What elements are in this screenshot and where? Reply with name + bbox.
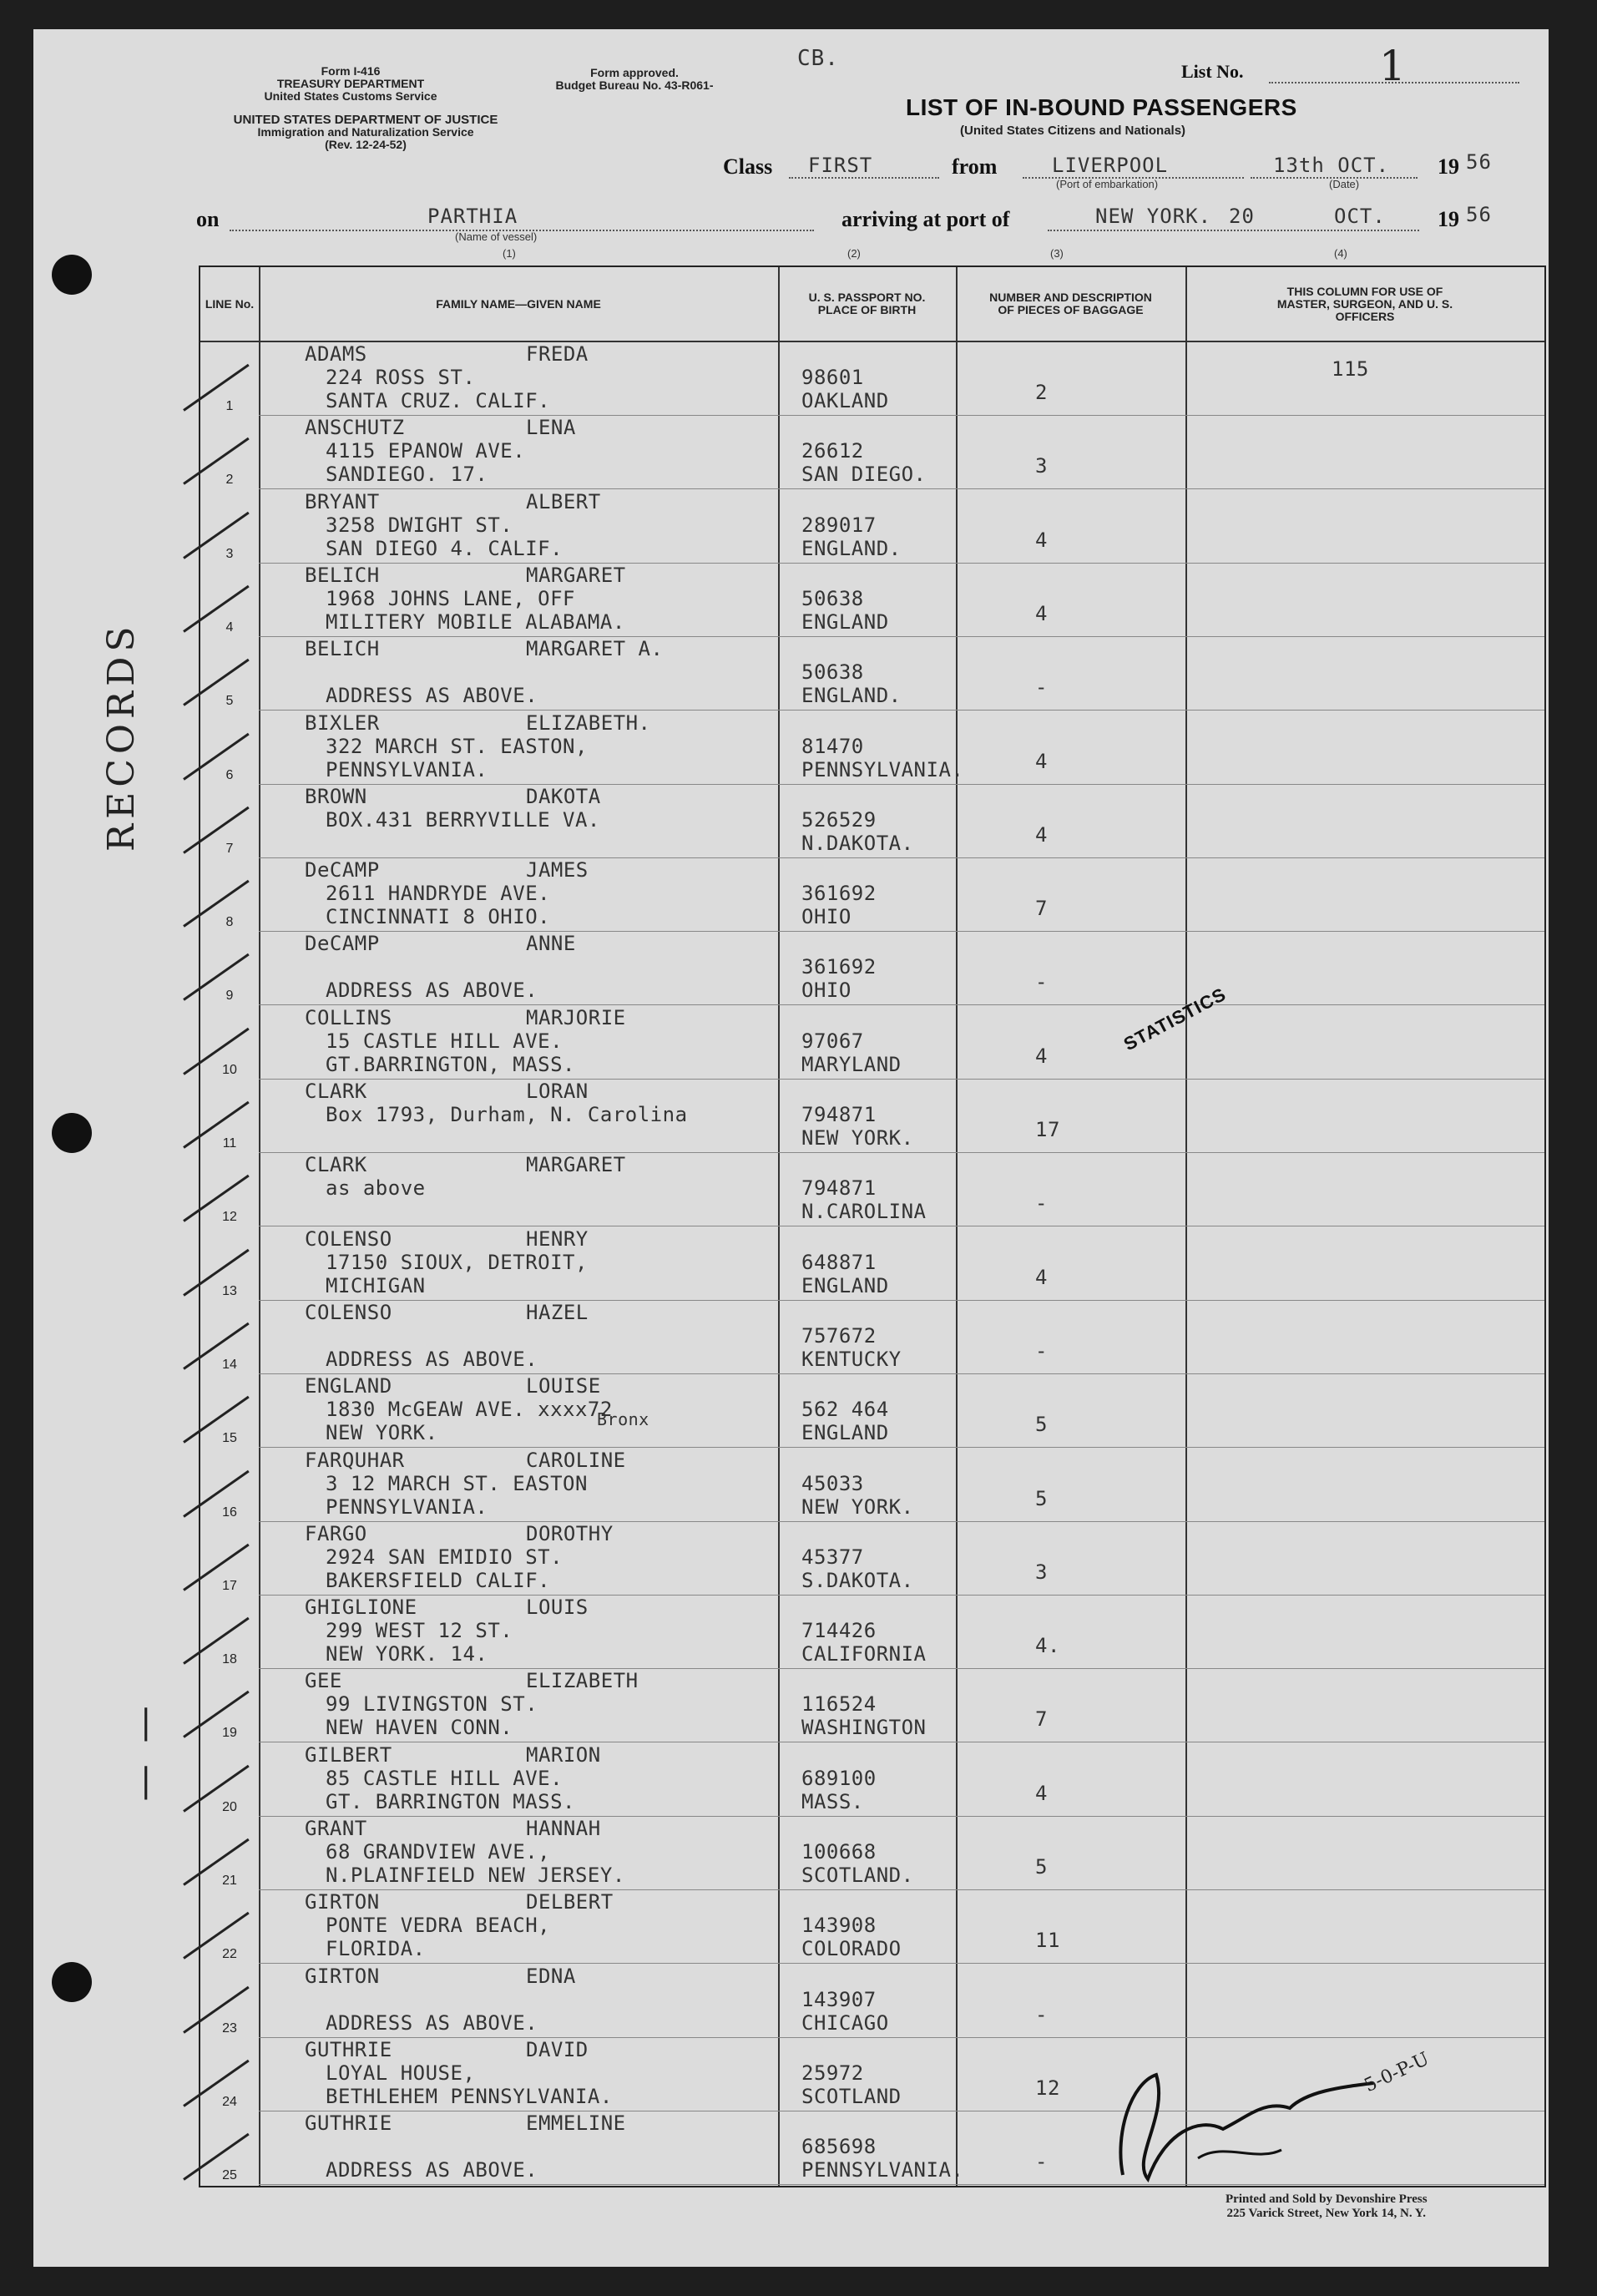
baggage-count: 12: [1035, 2076, 1060, 2100]
line-number: 23: [222, 2020, 237, 2036]
baggage-count: 4: [1035, 1044, 1048, 1068]
line-number: 10: [222, 1062, 237, 1077]
address-line1: 99 LIVINGSTON ST.: [326, 1692, 538, 1717]
table-row: [200, 342, 1544, 416]
col-header-baggage: NUMBER AND DESCRIPTION OF PIECES OF BAGGAGE: [989, 291, 1152, 316]
address-line1: 68 GRANDVIEW AVE.,: [326, 1840, 551, 1864]
baggage-count: 7: [1035, 897, 1048, 921]
address-line1: 3258 DWIGHT ST.: [326, 513, 513, 537]
line-number: 19: [222, 1726, 237, 1741]
statistics-stamp: STATISTICS: [1119, 983, 1230, 1055]
form-number-block: [250, 65, 451, 103]
baggage-count: 5: [1035, 1413, 1048, 1437]
printer-line2: 225 Varick Street, New York 14, N. Y.: [1226, 2207, 1427, 2220]
col2-marker: (2): [847, 247, 861, 260]
given-name: ANNE: [526, 932, 576, 956]
passport-number: 26612: [801, 439, 864, 463]
signature: [1098, 1991, 1432, 2192]
year-prefix: 19: [1438, 154, 1459, 179]
from-label: from: [952, 154, 998, 179]
baggage-count: 4: [1035, 822, 1048, 847]
address-line1: 4115 EPANOW AVE.: [326, 439, 526, 463]
col-header-name: FAMILY NAME—GIVEN NAME: [436, 296, 601, 311]
passport-number: 98601: [801, 366, 864, 389]
approval-text: Form approved.: [590, 66, 679, 79]
given-name: HANNAH: [526, 1817, 601, 1840]
punch-hole: [52, 1113, 92, 1153]
address-line1: 85 CASTLE HILL AVE.: [326, 1766, 563, 1790]
address-line2: NEW YORK.: [326, 1421, 438, 1445]
line-number: 2: [225, 473, 234, 488]
place-of-birth: ENGLAND: [801, 1421, 889, 1445]
passport-number: 116524: [801, 1692, 877, 1717]
baggage-count: 5: [1035, 1486, 1048, 1510]
table-row: [200, 1449, 1544, 1522]
address-line2: BETHLEHEM PENNSYLVANIA.: [326, 2084, 613, 2108]
place-of-birth: CALIFORNIA: [801, 1642, 927, 1666]
passport-number: 81470: [801, 734, 864, 758]
given-name: EMMELINE: [526, 2111, 626, 2136]
address-line1: LOYAL HOUSE,: [326, 2061, 476, 2085]
family-name: ANSCHUTZ: [305, 416, 405, 440]
family-name: BROWN: [305, 784, 367, 808]
vessel-note: (Name of vessel): [455, 230, 538, 243]
port-note: (Port of embarkation): [1056, 178, 1159, 190]
place-of-birth: CHICAGO: [801, 2010, 889, 2035]
table-row: [200, 637, 1544, 711]
place-of-birth: NEW YORK.: [801, 1494, 914, 1519]
customs-service: United States Customs Service: [264, 89, 437, 103]
line-number: 4: [225, 620, 234, 635]
arrival-line: [1048, 230, 1419, 231]
form-approval: [534, 67, 735, 92]
cb-mark: CB.: [797, 46, 839, 71]
line-number: 13: [222, 1283, 237, 1298]
year1: 56: [1466, 150, 1492, 174]
initials-note: 5-0-P-U: [1361, 2048, 1433, 2097]
place-of-birth: MARYLAND: [801, 1052, 902, 1076]
address-line2: ADDRESS AS ABOVE.: [326, 684, 538, 708]
given-name: ELIZABETH.: [526, 711, 651, 735]
passport-number: 50638: [801, 660, 864, 685]
year2: 56: [1466, 203, 1492, 226]
address-line1: 15 CASTLE HILL AVE.: [326, 1029, 563, 1053]
class-label: Class: [723, 154, 773, 179]
family-name: BIXLER: [305, 711, 380, 735]
baggage-count: 4: [1035, 601, 1048, 625]
passport-number: 361692: [801, 882, 877, 906]
line-number: 6: [225, 767, 234, 782]
address-line2: ADDRESS AS ABOVE.: [326, 2010, 538, 2035]
table-row: [200, 932, 1544, 1005]
given-name: MARJORIE: [526, 1005, 626, 1029]
passport-number: 100668: [801, 1840, 877, 1864]
address-line2: ADDRESS AS ABOVE.: [326, 1347, 538, 1371]
col-header-passport: U. S. PASSPORT NO. PLACE OF BIRTH: [808, 291, 926, 316]
table-row: [200, 1374, 1544, 1448]
form-number: Form I-416: [321, 64, 381, 78]
line-number: 16: [222, 1505, 237, 1520]
line-number: 15: [222, 1431, 237, 1446]
family-name: BELICH: [305, 563, 380, 587]
table-row: [200, 711, 1544, 785]
ins-title: Immigration and Naturalization Service: [257, 125, 474, 139]
line-number: 3: [225, 546, 234, 561]
passport-number: 648871: [801, 1250, 877, 1274]
given-name: MARION: [526, 1742, 601, 1767]
family-name: GIRTON: [305, 1890, 380, 1914]
place-of-birth: ENGLAND: [801, 1273, 889, 1297]
address-line1: 1968 JOHNS LANE, OFF: [326, 586, 575, 610]
given-name: MARGARET: [526, 1153, 626, 1177]
baggage-count: 4: [1035, 528, 1048, 552]
place-of-birth: N.CAROLINA: [801, 1200, 927, 1224]
baggage-count: 3: [1035, 454, 1048, 478]
on-label: on: [196, 207, 220, 231]
passport-number: 289017: [801, 513, 877, 537]
place-of-birth: SCOTLAND.: [801, 1864, 914, 1887]
table-row: [200, 490, 1544, 564]
family-name: GRANT: [305, 1817, 367, 1840]
address-line2: NEW HAVEN CONN.: [326, 1716, 513, 1740]
col3-marker: (3): [1050, 247, 1064, 260]
baggage-count: 4: [1035, 749, 1048, 773]
line-number: 20: [222, 1799, 237, 1814]
passport-number: 143907: [801, 1987, 877, 2011]
budget-bureau: Budget Bureau No. 43-R061-: [555, 78, 714, 92]
line-number: 17: [222, 1578, 237, 1593]
place-of-birth: N.DAKOTA.: [801, 831, 914, 855]
list-no-label: List No.: [1181, 61, 1244, 82]
family-name: CLARK: [305, 1153, 367, 1177]
family-name: COLLINS: [305, 1005, 392, 1029]
address-line2: GT. BARRINGTON MASS.: [326, 1789, 575, 1813]
given-name: MARGARET: [526, 563, 626, 587]
passport-number: 794871: [801, 1103, 877, 1126]
place-of-birth: MASS.: [801, 1789, 864, 1813]
family-name: FARGO: [305, 1521, 367, 1545]
line-number: 1: [225, 399, 234, 413]
family-name: CLARK: [305, 1080, 367, 1103]
passport-number: 45377: [801, 1545, 864, 1569]
baggage-count: 4.: [1035, 1634, 1060, 1658]
treasury-dept: TREASURY DEPARTMENT: [276, 77, 425, 90]
passport-number: 794871: [801, 1176, 877, 1201]
family-name: BELICH: [305, 637, 380, 661]
signature-scrawl: [1098, 1991, 1432, 2192]
passport-number: 714426: [801, 1619, 877, 1643]
revision: (Rev. 12-24-52): [325, 138, 407, 151]
line-number: 24: [222, 2094, 237, 2109]
family-name: FARQUHAR: [305, 1448, 405, 1472]
line-number: 8: [225, 915, 234, 930]
baggage-count: 7: [1035, 1707, 1048, 1732]
address-line2: SAN DIEGO 4. CALIF.: [326, 536, 563, 560]
table-row: [200, 1227, 1544, 1301]
class-line: [789, 177, 939, 179]
given-name: FREDA: [526, 342, 589, 366]
address-line2: SANTA CRUZ. CALIF.: [326, 389, 551, 412]
col4-marker: (4): [1334, 247, 1347, 260]
passport-number: 689100: [801, 1766, 877, 1790]
records-handwriting: RECORDS: [100, 621, 143, 852]
address-line1: as above: [326, 1176, 426, 1201]
place-of-birth: KENTUCKY: [801, 1347, 902, 1371]
address-line2: ADDRESS AS ABOVE.: [326, 979, 538, 1003]
printer-credit: [1226, 2192, 1428, 2221]
passport-number: 97067: [801, 1029, 864, 1053]
table-row: [200, 1006, 1544, 1080]
table-row: [200, 416, 1544, 489]
address-line2: GT.BARRINGTON, MASS.: [326, 1052, 575, 1076]
address-line2: CINCINNATI 8 OHIO.: [326, 905, 551, 929]
passport-number: 25972: [801, 2061, 864, 2085]
table-row: [200, 1890, 1544, 1964]
family-name: COLENSO: [305, 1300, 392, 1324]
date-note: (Date): [1329, 178, 1360, 190]
form-subtitle: (United States Citizens and Nationals): [960, 124, 1186, 138]
place-of-birth: PENNSYLVANIA.: [801, 757, 964, 781]
line-number: 5: [225, 694, 234, 709]
address-line1: 2924 SAN EMIDIO ST.: [326, 1545, 563, 1569]
given-name: LOUISE: [526, 1374, 601, 1398]
place-of-birth: S.DAKOTA.: [801, 1568, 914, 1592]
passport-number: 526529: [801, 807, 877, 832]
baggage-count: -: [1035, 2150, 1048, 2174]
baggage-count: -: [1035, 1191, 1048, 1216]
address-line1: 2611 HANDRYDE AVE.: [326, 882, 551, 906]
baggage-count: -: [1035, 1338, 1048, 1363]
table-row: [200, 1301, 1544, 1374]
list-no-value: 1: [1379, 42, 1406, 90]
given-name: LENA: [526, 416, 576, 440]
table-row: [200, 858, 1544, 932]
arrival-day: 20: [1229, 205, 1255, 228]
punch-hole: [52, 1962, 92, 2002]
address-line1: 224 ROSS ST.: [326, 366, 476, 389]
passport-number: 50638: [801, 586, 864, 610]
passport-number: 757672: [801, 1323, 877, 1348]
table-row: [200, 1522, 1544, 1596]
address-line1: Box 1793, Durham, N. Carolina: [326, 1103, 688, 1126]
family-name: GUTHRIE: [305, 2037, 392, 2061]
line-number: 14: [222, 1357, 237, 1372]
line-number: 12: [222, 1210, 237, 1225]
baggage-count: 11: [1035, 1929, 1060, 1953]
place-of-birth: ENGLAND.: [801, 684, 902, 708]
address-line1: PONTE VEDRA BEACH,: [326, 1914, 551, 1938]
baggage-count: 3: [1035, 1560, 1048, 1584]
given-name: MARGARET A.: [526, 637, 664, 661]
place-of-birth: OAKLAND: [801, 389, 889, 412]
col-header-line-no: LINE No.: [205, 296, 255, 311]
doj-title: UNITED STATES DEPARTMENT OF JUSTICE: [233, 113, 498, 127]
address-line2: SANDIEGO. 17.: [326, 463, 488, 487]
table-row: [200, 1669, 1544, 1742]
arriving-label: arriving at port of: [841, 207, 1010, 231]
family-name: GEE: [305, 1669, 342, 1693]
bronx-note: Bronx: [597, 1409, 649, 1430]
year-prefix-2: 19: [1438, 207, 1459, 231]
line-number: 25: [222, 2168, 237, 2183]
table-row: [200, 785, 1544, 858]
margin-mark: |: [140, 1762, 152, 1800]
passport-number: 45033: [801, 1471, 864, 1495]
line-number: 22: [222, 1947, 237, 1962]
line-number: 7: [225, 841, 234, 856]
given-name: HAZEL: [526, 1300, 589, 1324]
margin-mark: |: [140, 1703, 152, 1742]
line-number: 21: [222, 1874, 237, 1888]
address-line1: 1830 McGEAW AVE. xxxx72: [326, 1398, 613, 1422]
address-line2: PENNSYLVANIA.: [326, 757, 488, 781]
punch-hole: [52, 255, 92, 295]
place-of-birth: OHIO: [801, 979, 852, 1003]
table-row: [200, 1153, 1544, 1226]
table-row: [200, 1080, 1544, 1153]
table-row: [200, 1596, 1544, 1669]
family-name: GILBERT: [305, 1742, 392, 1767]
given-name: HENRY: [526, 1226, 589, 1251]
arrival-port: NEW YORK.: [1095, 205, 1212, 228]
address-line2: N.PLAINFIELD NEW JERSEY.: [326, 1864, 625, 1887]
family-name: BRYANT: [305, 489, 380, 513]
table-row: [200, 564, 1544, 637]
class-value: FIRST: [808, 154, 873, 177]
family-name: GUTHRIE: [305, 2111, 392, 2136]
given-name: JAMES: [526, 858, 589, 882]
col1-marker: (1): [503, 247, 516, 260]
place-of-birth: WASHINGTON: [801, 1716, 927, 1740]
passport-number: 685698: [801, 2135, 877, 2159]
given-name: DAKOTA: [526, 784, 601, 808]
doj-block: [190, 114, 541, 151]
baggage-count: 5: [1035, 1855, 1048, 1879]
given-name: ELIZABETH: [526, 1669, 639, 1693]
table-row: [200, 1743, 1544, 1817]
address-line1: 299 WEST 12 ST.: [326, 1619, 513, 1643]
vessel-name: PARTHIA: [427, 205, 518, 228]
address-line2: BAKERSFIELD CALIF.: [326, 1568, 551, 1592]
col-header-officers: THIS COLUMN FOR USE OF MASTER, SURGEON, AND U. S. OFFICERS: [1276, 284, 1453, 323]
given-name: CAROLINE: [526, 1448, 626, 1472]
baggage-count: -: [1035, 675, 1048, 700]
passenger-table: [199, 266, 1546, 2187]
passport-number: 143908: [801, 1914, 877, 1938]
line-number: 18: [222, 1652, 237, 1667]
given-name: EDNA: [526, 1964, 576, 1988]
address-line1: BOX.431 BERRYVILLE VA.: [326, 807, 600, 832]
from-value: LIVERPOOL: [1052, 154, 1169, 177]
date-value: 13th OCT.: [1273, 154, 1390, 177]
line-number: 11: [222, 1136, 237, 1151]
place-of-birth: ENGLAND.: [801, 536, 902, 560]
baggage-count: 4: [1035, 1265, 1048, 1289]
baggage-count: 17: [1035, 1118, 1060, 1141]
family-name: ENGLAND: [305, 1374, 392, 1398]
place-of-birth: COLORADO: [801, 1937, 902, 1961]
family-name: DeCAMP: [305, 932, 380, 956]
family-name: DeCAMP: [305, 858, 380, 882]
form-title: LIST OF IN-BOUND PASSENGERS: [906, 94, 1297, 120]
place-of-birth: OHIO: [801, 905, 852, 929]
address-line2: ADDRESS AS ABOVE.: [326, 2158, 538, 2182]
given-name: DAVID: [526, 2037, 589, 2061]
place-of-birth: NEW YORK.: [801, 1126, 914, 1150]
address-line2: MILITERY MOBILE ALABAMA.: [326, 609, 625, 634]
baggage-count: 4: [1035, 1781, 1048, 1805]
given-name: LORAN: [526, 1080, 589, 1103]
place-of-birth: ENGLAND: [801, 609, 889, 634]
baggage-count: -: [1035, 2002, 1048, 2026]
given-name: ALBERT: [526, 489, 601, 513]
address-line1: 17150 SIOUX, DETROIT,: [326, 1250, 588, 1274]
address-line2: FLORIDA.: [326, 1937, 426, 1961]
arrival-month: OCT.: [1334, 205, 1386, 228]
baggage-count: 2: [1035, 381, 1048, 404]
family-name: GHIGLIONE: [305, 1596, 417, 1620]
place-of-birth: SCOTLAND: [801, 2084, 902, 2108]
passport-number: 361692: [801, 955, 877, 979]
officer-note: 115: [1332, 357, 1369, 381]
table-row: [200, 1817, 1544, 1890]
given-name: DELBERT: [526, 1890, 614, 1914]
family-name: COLENSO: [305, 1226, 392, 1251]
given-name: LOUIS: [526, 1596, 589, 1620]
address-line2: MICHIGAN: [326, 1273, 426, 1297]
address-line1: 3 12 MARCH ST. EASTON: [326, 1471, 588, 1495]
given-name: DOROTHY: [526, 1521, 614, 1545]
family-name: ADAMS: [305, 342, 367, 366]
baggage-count: -: [1035, 970, 1048, 994]
place-of-birth: PENNSYLVANIA.: [801, 2158, 964, 2182]
line-number: 9: [225, 989, 234, 1004]
printer-line1: Printed and Sold by Devonshire Press: [1226, 2192, 1428, 2206]
place-of-birth: SAN DIEGO.: [801, 463, 927, 487]
address-line2: PENNSYLVANIA.: [326, 1494, 488, 1519]
family-name: GIRTON: [305, 1964, 380, 1988]
address-line2: NEW YORK. 14.: [326, 1642, 488, 1666]
address-line1: 322 MARCH ST. EASTON,: [326, 734, 588, 758]
passport-number: 562 464: [801, 1398, 889, 1422]
